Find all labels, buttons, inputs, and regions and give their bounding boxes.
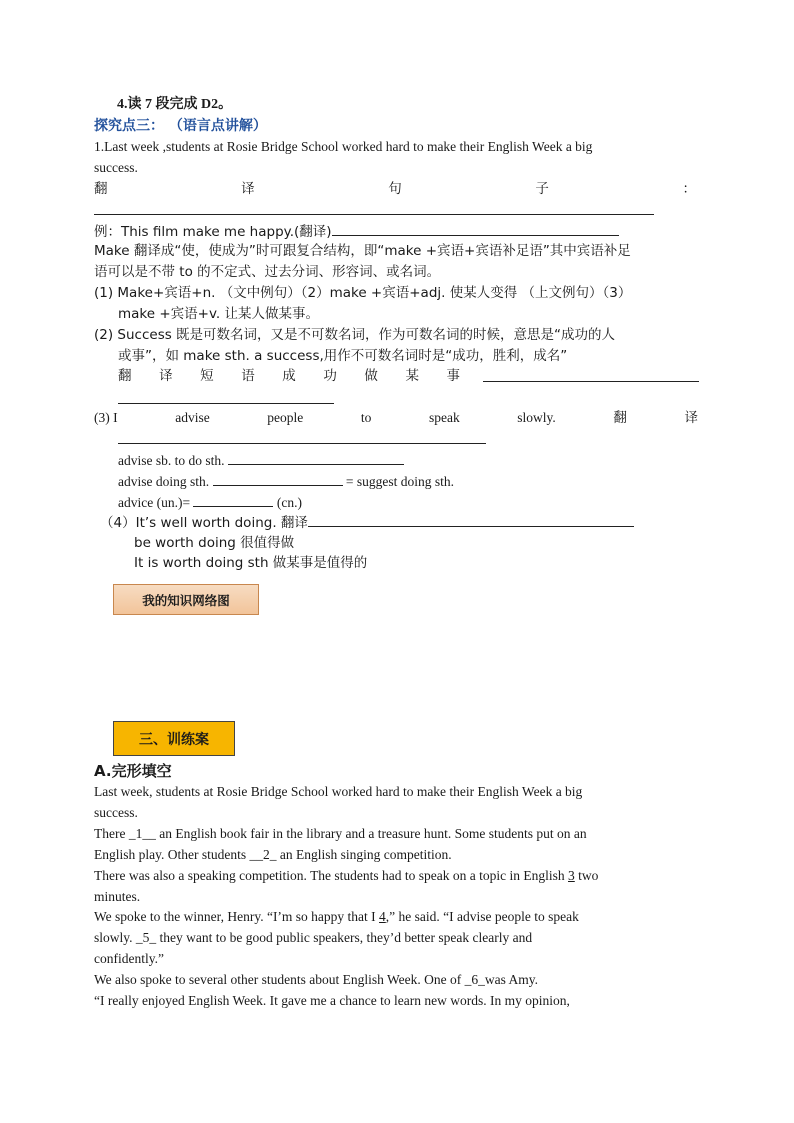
- advise-pattern-1: advise sb. to do sth.: [118, 450, 404, 471]
- point1-line1: (1) Make+宾语+n. （文中例句）（2）make +宾语+adj. 使某人变得 （上文例句）（3）: [94, 285, 632, 301]
- answer-line[interactable]: [118, 443, 486, 444]
- point2-line2: 或事”，如 make sth. a success,用作不可数名词时是“成功，胜利，成名”: [118, 348, 568, 364]
- cloze-line: There was also a speaking competition. The students had to speak on a topic in English 3 two: [94, 868, 599, 883]
- point2-line1: (2) Success 既是可数名词，又是不可数名词，作为可数名词的时候，意思是“成功的人: [94, 327, 616, 343]
- example-line: 例：This film make me happy.(翻译): [94, 221, 619, 242]
- cloze-line: Last week, students at Rosie Bridge School worked hard to make their English Week a big: [94, 784, 583, 799]
- cloze-line: confidently.”: [94, 951, 164, 966]
- translate-char: 译: [241, 181, 255, 197]
- cloze-line: success.: [94, 805, 138, 820]
- cloze-line: We spoke to the winner, Henry. “I’m so happy that I 4,” he said. “I advise people to speak: [94, 909, 579, 924]
- answer-line[interactable]: [483, 381, 699, 382]
- blank[interactable]: [193, 492, 273, 507]
- cloze-line: “I really enjoyed English Week. It gave me a chance to learn new words. In my opinion,: [94, 993, 570, 1008]
- make-explain-line1: Make 翻译成“使，使成为”时可跟复合结构，即“make +宾语+宾语补足语”其中宾语补足: [94, 243, 631, 259]
- translate-char: 翻: [94, 181, 108, 197]
- cloze-blank-3[interactable]: 3: [568, 868, 575, 883]
- point2-translate-prompt: 翻 译 短 语 成 功 做 某 事: [118, 368, 460, 384]
- item1-line1: 1.Last week ,students at Rosie Bridge School worked hard to make their English Week a big: [94, 139, 593, 154]
- translate-char: ：: [682, 181, 696, 197]
- advice-pattern: advice (un.)= (cn.): [118, 492, 302, 513]
- point4-line1: （4）It’s well worth doing. 翻译: [100, 512, 634, 533]
- blank[interactable]: [213, 471, 343, 486]
- translate-char: 句: [388, 181, 402, 197]
- cloze-line: English play. Other students __2_ an English singing competition.: [94, 847, 452, 862]
- advise-pattern-2: advise doing sth. = suggest doing sth.: [118, 471, 454, 492]
- answer-line[interactable]: [118, 403, 334, 404]
- cloze-line: There _1__ an English book fair in the library and a treasure hunt. Some students put on an: [94, 826, 587, 841]
- answer-line[interactable]: [94, 214, 654, 215]
- section-title: 探究点三： （语言点讲解）: [94, 118, 267, 134]
- point4-line2: be worth doing 很值得做: [134, 535, 295, 551]
- translate-char: 子: [535, 181, 549, 197]
- point4-line3: It is worth doing sth 做某事是值得的: [134, 555, 368, 571]
- point1-line2: make +宾语+v. 让某人做某事。: [118, 306, 320, 322]
- cloze-line: We also spoke to several other students about English Week. One of _6_was Amy.: [94, 972, 538, 987]
- point3-line: (3) I advise people to speak slowly. 翻 译: [94, 410, 698, 426]
- knowledge-map-button[interactable]: 我的知识网络图: [113, 584, 259, 615]
- training-section-label: 三、训练案: [113, 721, 235, 756]
- cloze-line: slowly. _5_ they want to be good public speakers, they’d better speak clearly and: [94, 930, 533, 945]
- blank[interactable]: [308, 512, 634, 527]
- make-explain-line2: 语可以是不带 to 的不定式、过去分词、形容词、或名词。: [94, 264, 441, 280]
- item1-line2: success.: [94, 160, 138, 175]
- example-answer-blank[interactable]: [332, 221, 619, 236]
- translate-sentence-prompt: [94, 179, 696, 199]
- blank[interactable]: [228, 450, 404, 465]
- cloze-title: A.完形填空: [94, 762, 172, 780]
- cloze-line: minutes.: [94, 889, 141, 904]
- read-instruction: 4.读 7 段完成 D2。: [117, 97, 233, 112]
- cloze-blank-4[interactable]: 4: [379, 909, 386, 924]
